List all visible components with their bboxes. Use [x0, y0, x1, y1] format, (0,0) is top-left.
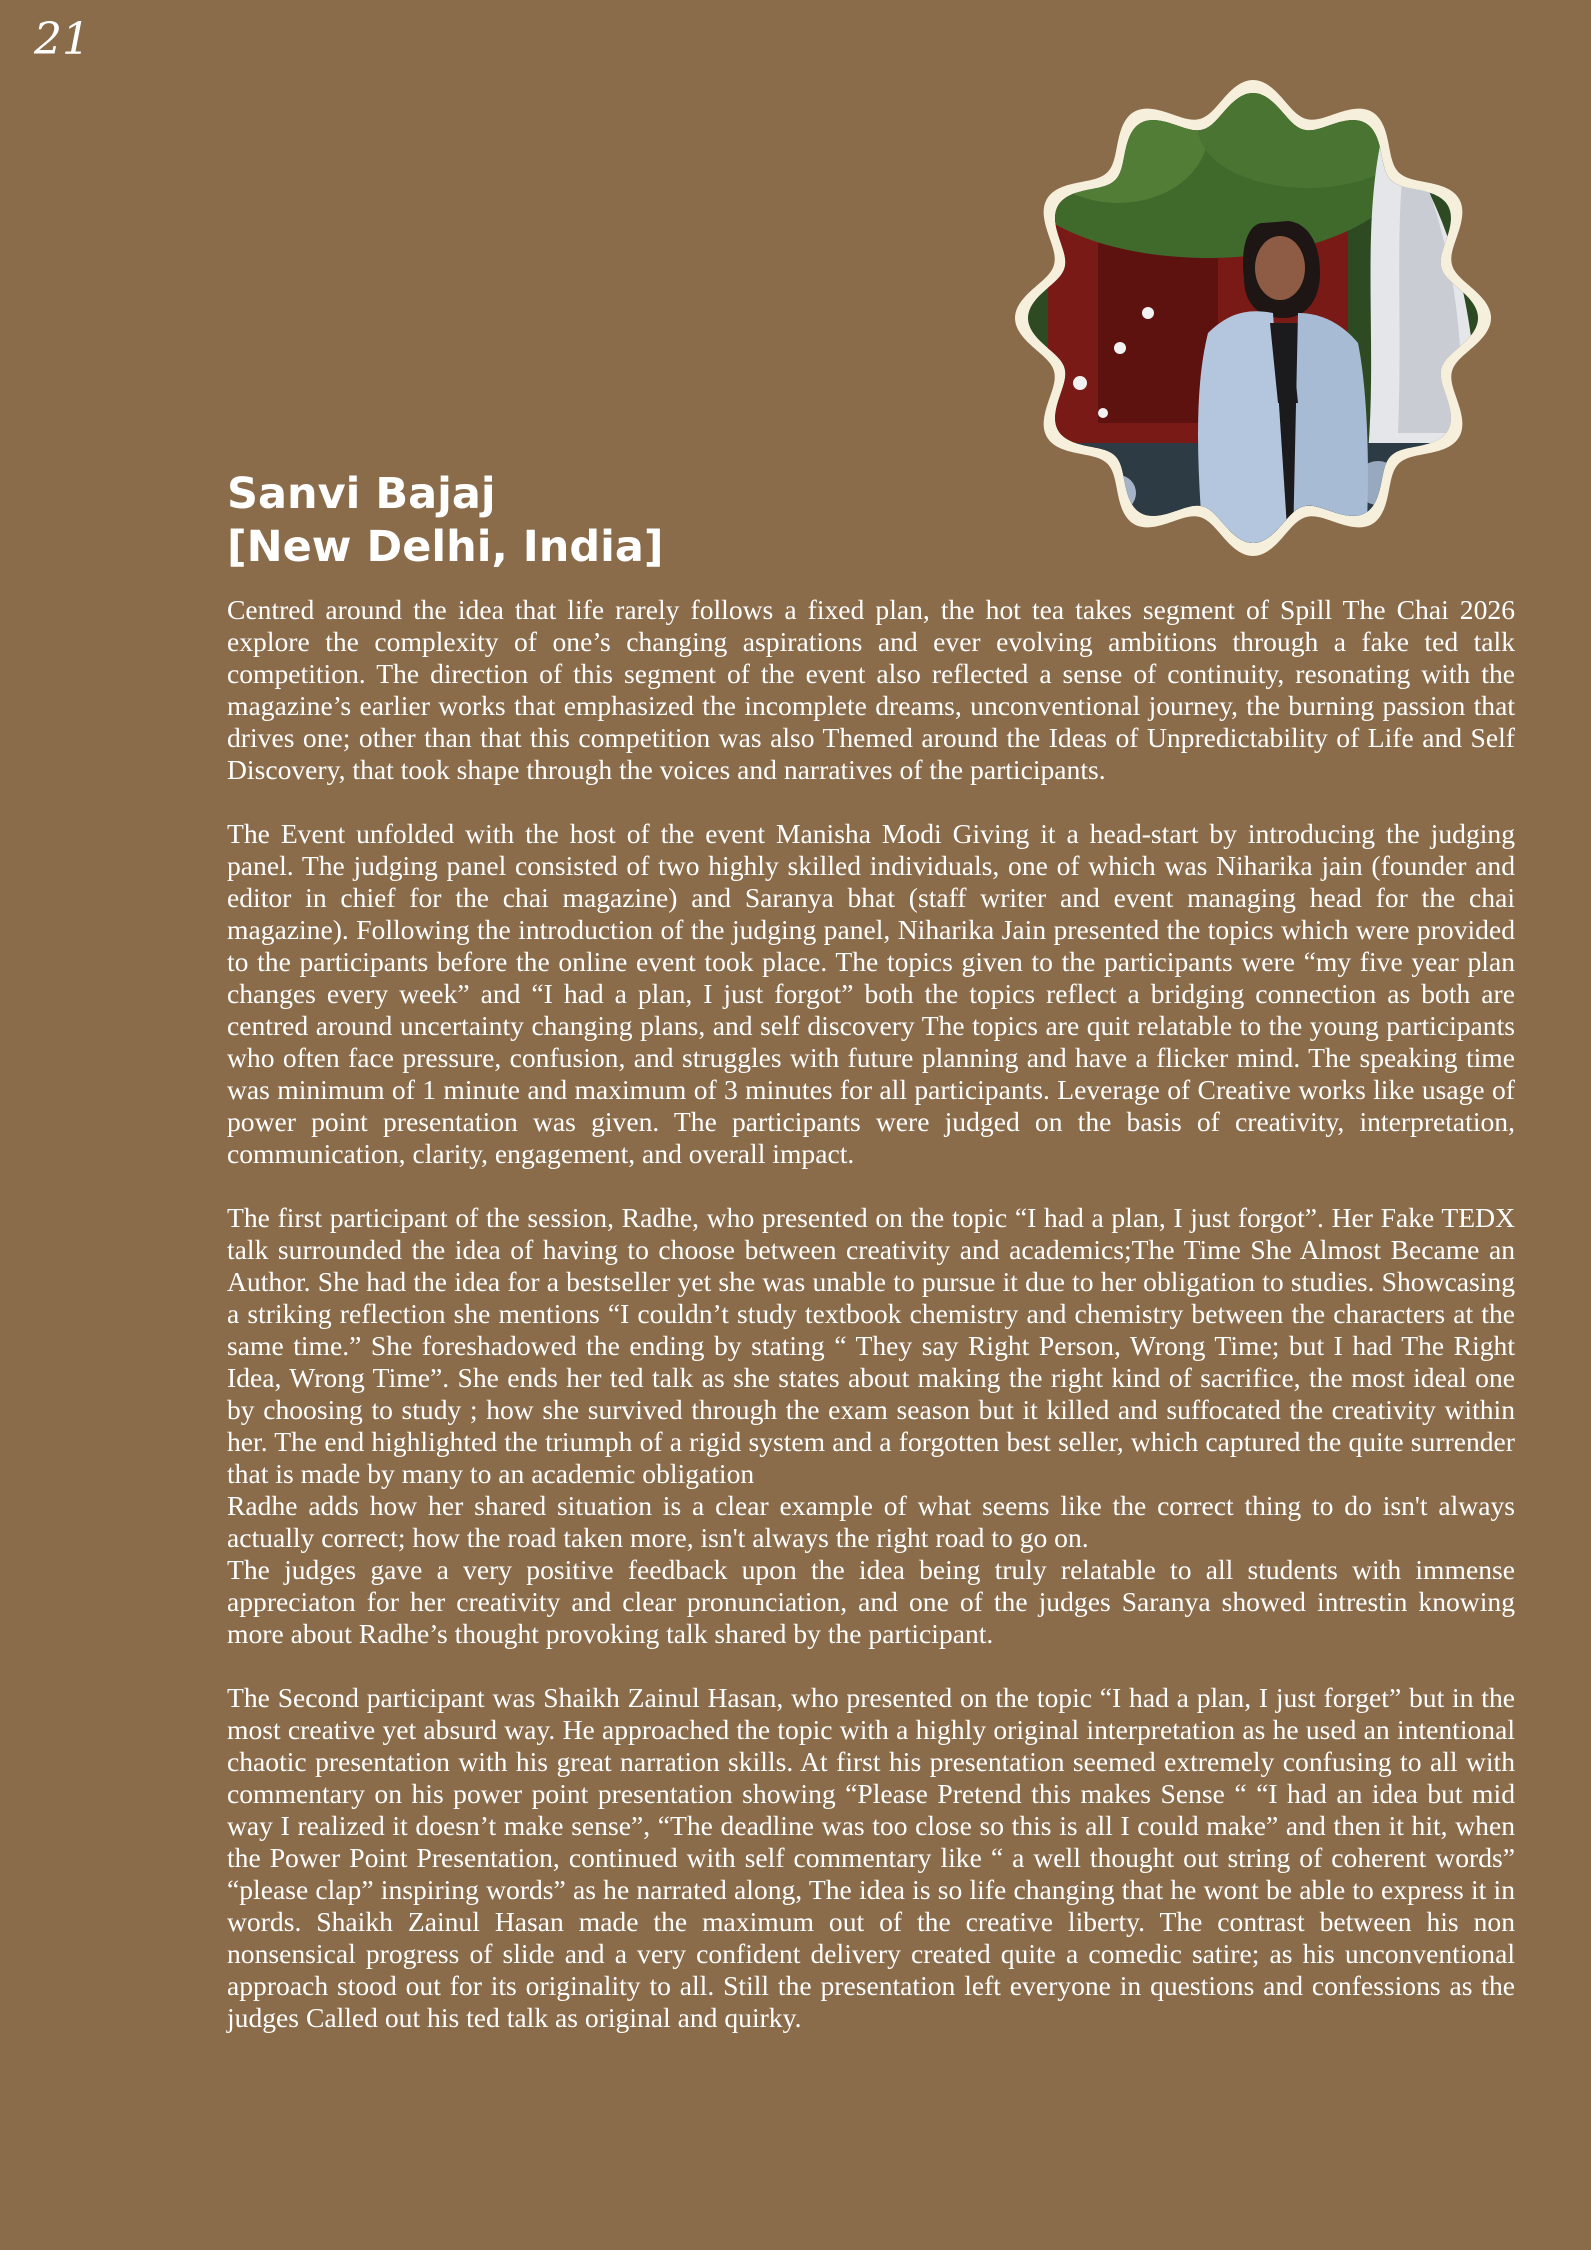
photo-scene — [1008, 73, 1498, 563]
author-name: Sanvi Bajaj — [227, 469, 496, 519]
article-paragraph: Radhe adds how her shared situation is a clear example of what seems like the correct thing to do isn't always actually correct; how the road taken more, isn't always the right road to go on. — [227, 1490, 1515, 1553]
article-paragraph: Centred around the idea that life rarely follows a fixed plan, the hot tea takes segment of Spill The Chai 2026 explore the complexity of one’s changing aspirations and ever evolving ambitions through a fake ted talk competition. The direction of this segment of the event also reflected a sense of continuity, resonating with the magazine’s earlier works that emphasized the incomplete dreams, unconventional journey, the burning passion that drives one; other than that this competition was also Themed around the Ideas of Unpredictability of Life and Self Discovery, that took shape through the voices and narratives of the participants. — [227, 594, 1515, 785]
article-paragraph: The Event unfolded with the host of the event Manisha Modi Giving it a head-start by introducing the judging panel. The judging panel consisted of two highly skilled individuals, one of which was Niharika jain (founder and editor in chief for the chai magazine) and Saranya bhat (staff writer and event managing head for the chai magazine). Following the introduction of the judging panel, Niharika Jain presented the topics which were provided to the participants before the online event took place. The topics given to the participants were “my five year plan changes every week” and “I had a plan, I just forgot” both the topics reflect a bridging connection as both are centred around uncertainty changing plans, and self discovery The topics are quit relatable to the young participants who often face pressure, confusion, and struggles with future planning and have a flicker mind. The speaking time was minimum of 1 minute and maximum of 3 minutes for all participants. Leverage of Creative works like usage of power point presentation was given. The participants were judged on the basis of creativity, interpretation, communication, clarity, engagement, and overall impact. — [227, 818, 1515, 1169]
author-heading — [227, 468, 664, 574]
article-paragraph: The Second participant was Shaikh Zainul Hasan, who presented on the topic “I had a plan, I just forget” but in the most creative yet absurd way. He approached the topic with a highly original interpretation as he used an intentional chaotic presentation with his great narration skills. At first his presentation seemed extremely confusing to all with commentary on his power point presentation showing “Please Pretend this makes Sense “ “I had an idea but mid way I realized it doesn’t make sense”, “The deadline was too close so this is all I could make” and then it hit, when the Power Point Presentation, continued with self commentary like “ a well thought out string of coherent words” “please clap” inspiring words” as he narrated along, The idea is so life changing that he wont be able to express it in words. Shaikh Zainul Hasan made the maximum out of the creative liberty. The contrast between his non nonsensical progress of slide and a very confident delivery created quite a comedic satire; as his unconventional approach stood out for its originality to all. Still the presentation left everyone in questions and confessions as the judges Called out his ted talk as original and quirky. — [227, 1682, 1515, 2033]
page-number: 21 — [34, 14, 90, 65]
article-paragraph: The judges gave a very positive feedback upon the idea being truly relatable to all students with immense appreciaton for her creativity and clear pronunciation, and one of the judges Saranya showed intrestin knowing more about Radhe’s thought provoking talk shared by the participant. — [227, 1554, 1515, 1649]
author-location: [New Delhi, India] — [227, 522, 664, 572]
author-photo — [1008, 73, 1498, 563]
article-paragraph: The first participant of the session, Radhe, who presented on the topic “I had a plan, I just forgot”. Her Fake TEDX talk surrounded the idea of having to choose between creativity and academics;The Time She Almost Became an Author. She had the idea for a bestseller yet she was unable to pursue it due to her obligation to studies. Showcasing a striking reflection she mentions “I couldn’t study textbook chemistry and chemistry between the characters at the same time.” She foreshadowed the ending by stating “ They say Right Person, Wrong Time; but I had The Right Idea, Wrong Time”. She ends her ted talk as she states about making the right kind of sacrifice, the most ideal one by choosing to study ; how she survived through the exam season but it killed and suffocated the creativity within her. The end highlighted the triumph of a rigid system and a forgotten best seller, which captured the quite surrender that is made by many to an academic obligation — [227, 1202, 1515, 1489]
article-body — [227, 594, 1515, 2034]
